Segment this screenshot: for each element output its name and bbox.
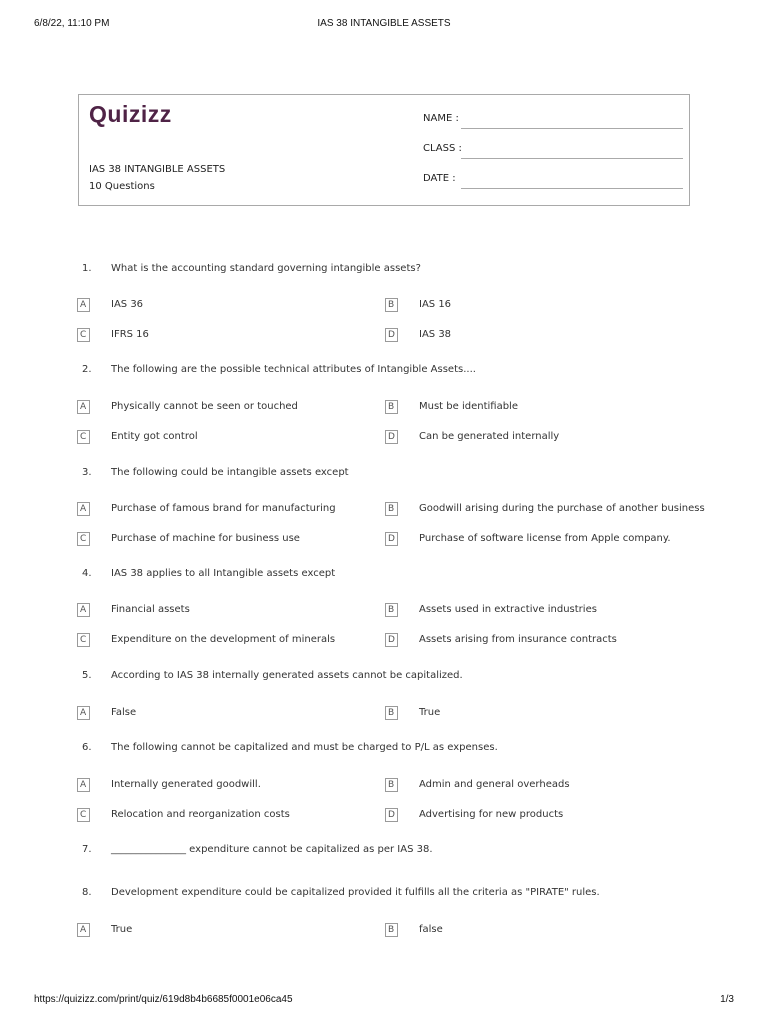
question-number: 3. (82, 467, 92, 478)
option-letter-box: D (385, 430, 398, 444)
option-letter-box: A (77, 298, 90, 312)
option-text: IAS 16 (419, 299, 452, 310)
question-number: 1. (82, 263, 92, 274)
option-text: Financial assets (111, 604, 190, 615)
option-letter-box: B (385, 706, 398, 720)
date-line (461, 188, 683, 189)
question-number: 5. (82, 670, 92, 681)
option-text: Physically cannot be seen or touched (111, 401, 298, 412)
question-text: The following could be intangible assets except (111, 467, 349, 478)
option-letter-box: D (385, 633, 398, 647)
option-text: Entity got control (111, 431, 198, 442)
option-letter-box: A (77, 923, 90, 937)
quiz-title: IAS 38 INTANGIBLE ASSETS (89, 164, 226, 175)
print-title: IAS 38 INTANGIBLE ASSETS (317, 18, 451, 29)
option-text: Assets used in extractive industries (419, 604, 597, 615)
question-text: The following are the possible technical attributes of Intangible Assets.... (111, 364, 476, 375)
question-text: _______________ expenditure cannot be capitalized as per IAS 38. (111, 844, 433, 855)
name-field (423, 113, 683, 129)
option-letter-box: C (77, 430, 90, 444)
option-letter-box: D (385, 808, 398, 822)
option-text: Admin and general overheads (419, 779, 570, 790)
option-text: IAS 38 (419, 329, 452, 340)
option-letter-box: A (77, 603, 90, 617)
option-text: Advertising for new products (419, 809, 564, 820)
option-letter-box: C (77, 328, 90, 342)
question-number: 7. (82, 844, 92, 855)
option-letter-box: C (77, 633, 90, 647)
option-text: Purchase of famous brand for manufacturing (111, 503, 336, 514)
question-text: According to IAS 38 internally generated assets cannot be capitalized. (111, 670, 463, 681)
option-text: Assets arising from insurance contracts (419, 634, 617, 645)
option-letter-box: B (385, 400, 398, 414)
quiz-header-box (78, 94, 690, 206)
question-text: The following cannot be capitalized and must be charged to P/L as expenses. (111, 742, 498, 753)
option-text: Purchase of software license from Apple company. (419, 533, 671, 544)
option-letter-box: B (385, 603, 398, 617)
name-label: NAME : (423, 113, 459, 124)
option-letter-box: B (385, 502, 398, 516)
option-text: false (419, 924, 443, 935)
question-number: 8. (82, 887, 92, 898)
option-letter-box: B (385, 778, 398, 792)
question-text: What is the accounting standard governing intangible assets? (111, 263, 421, 274)
question-text: Development expenditure could be capitalized provided it fulfills all the criteria as "PIRATE" rules. (111, 887, 600, 898)
option-letter-box: B (385, 298, 398, 312)
option-letter-box: A (77, 502, 90, 516)
option-text: IAS 36 (111, 299, 144, 310)
option-text: Expenditure on the development of minerals (111, 634, 336, 645)
print-header (34, 18, 734, 32)
question-count: 10 Questions (89, 181, 155, 192)
option-text: True (111, 924, 133, 935)
option-letter-box: A (77, 778, 90, 792)
class-line (461, 158, 683, 159)
option-text: Goodwill arising during the purchase of another business (419, 503, 705, 514)
class-field (423, 143, 683, 159)
option-letter-box: A (77, 706, 90, 720)
option-text: Can be generated internally (419, 431, 560, 442)
print-datetime: 6/8/22, 11:10 PM (34, 18, 110, 29)
option-text: IFRS 16 (111, 329, 149, 340)
print-url: https://quizizz.com/print/quiz/619d8b4b6685f0001e06ca45 (34, 994, 293, 1005)
print-footer (34, 994, 734, 1008)
name-line (461, 128, 683, 129)
option-letter-box: C (77, 532, 90, 546)
page-number: 1/3 (720, 994, 734, 1005)
date-label: DATE : (423, 173, 456, 184)
option-letter-box: B (385, 923, 398, 937)
option-text: Purchase of machine for business use (111, 533, 300, 544)
question-number: 6. (82, 742, 92, 753)
option-text: Internally generated goodwill. (111, 779, 261, 790)
option-letter-box: A (77, 400, 90, 414)
class-label: CLASS : (423, 143, 462, 154)
question-number: 4. (82, 568, 92, 579)
option-text: Must be identifiable (419, 401, 518, 412)
quizizz-logo: Quizizz (89, 101, 172, 127)
option-text: True (419, 707, 441, 718)
option-text: False (111, 707, 137, 718)
question-text: IAS 38 applies to all Intangible assets except (111, 568, 336, 579)
option-text: Relocation and reorganization costs (111, 809, 290, 820)
option-letter-box: D (385, 532, 398, 546)
date-field (423, 173, 683, 189)
question-number: 2. (82, 364, 92, 375)
option-letter-box: C (77, 808, 90, 822)
option-letter-box: D (385, 328, 398, 342)
